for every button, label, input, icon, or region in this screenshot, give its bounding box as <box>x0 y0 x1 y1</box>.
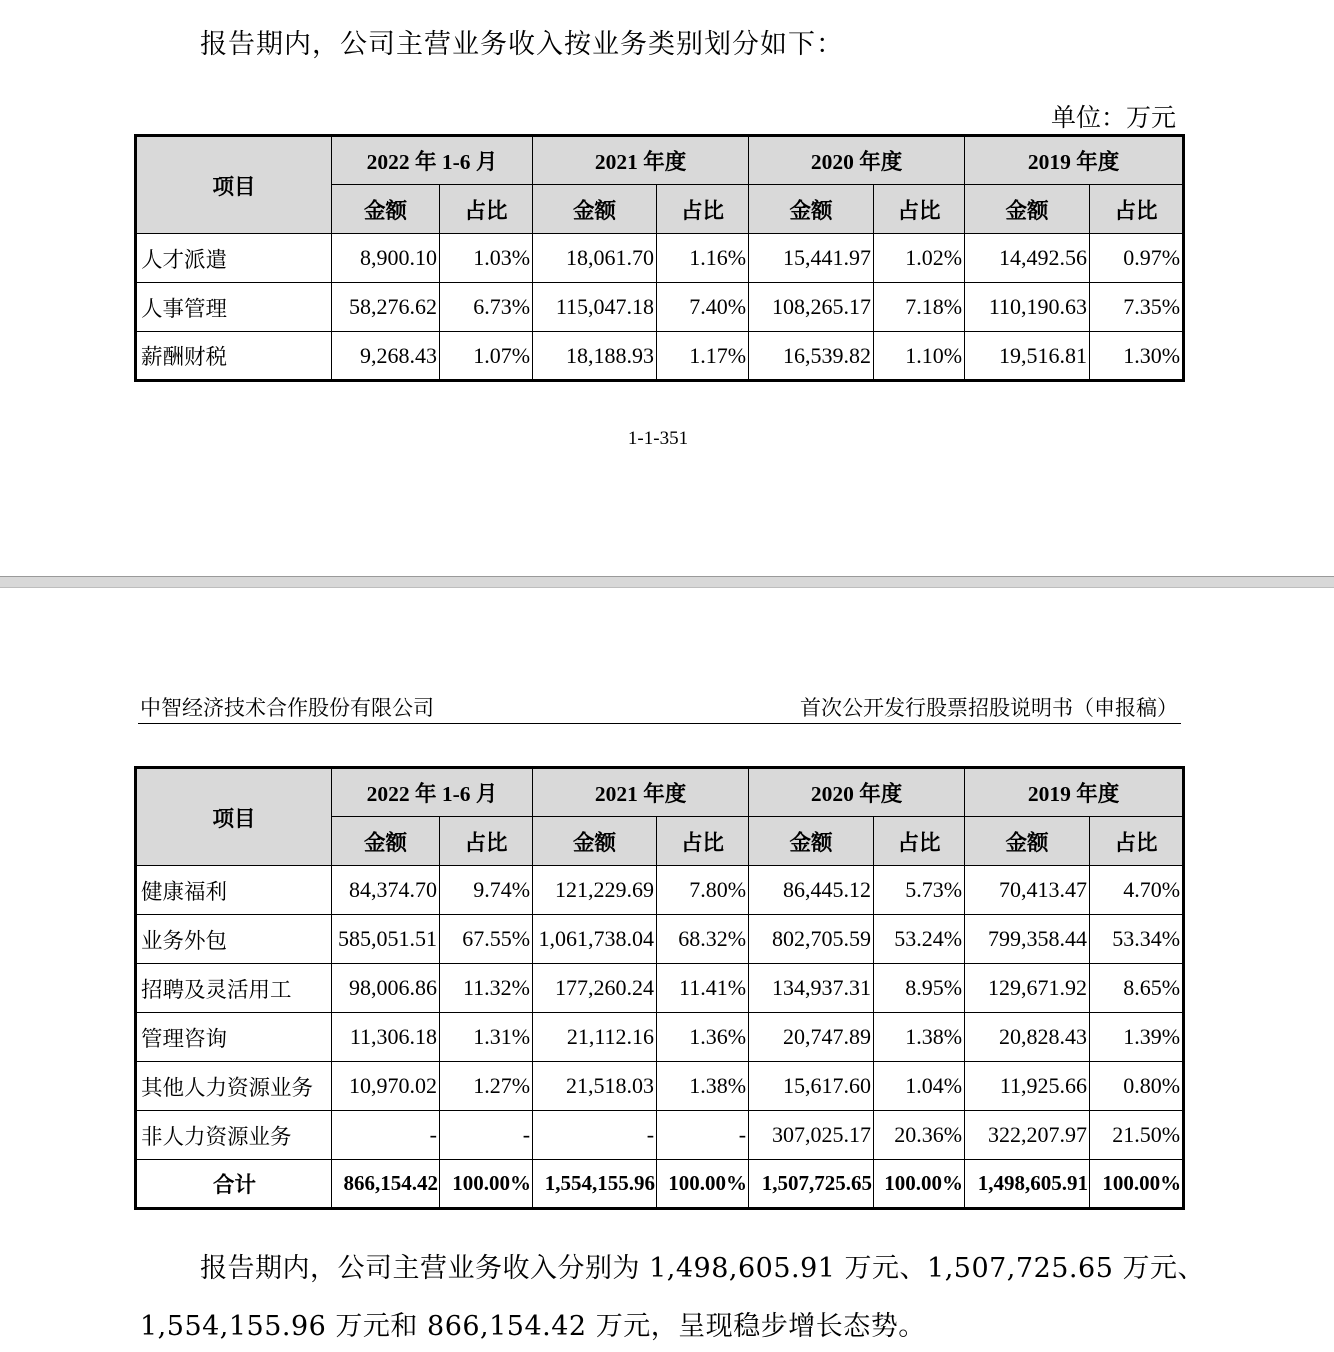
conclusion-line-1: 报告期内，公司主营业务收入分别为 1,498,605.91 万元、1,507,725.65 万元、 <box>200 1253 1205 1284</box>
row-label: 业务外包 <box>136 915 332 964</box>
header-amount: 金额 <box>332 185 440 234</box>
cell: 16,539.82 <box>749 332 874 381</box>
header-ratio: 占比 <box>1090 817 1184 866</box>
cell: 68.32% <box>657 915 749 964</box>
cell: 1.10% <box>874 332 965 381</box>
cell: 1.03% <box>440 234 533 283</box>
header-ratio: 占比 <box>440 185 533 234</box>
cell: 70,413.47 <box>965 866 1090 915</box>
cell: 20,828.43 <box>965 1013 1090 1062</box>
header-period: 2022 年 1-6 月 <box>332 768 533 817</box>
cell: 67.55% <box>440 915 533 964</box>
cell: 1.38% <box>874 1013 965 1062</box>
cell: 9,268.43 <box>332 332 440 381</box>
cell: 100.00% <box>657 1160 749 1209</box>
cell: 15,617.60 <box>749 1062 874 1111</box>
cell: 11,306.18 <box>332 1013 440 1062</box>
header-period: 2020 年度 <box>749 768 965 817</box>
cell: 15,441.97 <box>749 234 874 283</box>
cell: 53.24% <box>874 915 965 964</box>
conclusion-line-2: 1,554,155.96 万元和 866,154.42 万元，呈现稳步增长态势。 <box>140 1311 926 1342</box>
page-number: 1-1-351 <box>627 428 689 449</box>
cell: 18,188.93 <box>533 332 657 381</box>
cell: 1.30% <box>1090 332 1184 381</box>
cell: 1.39% <box>1090 1013 1184 1062</box>
header-ratio: 占比 <box>657 185 749 234</box>
cell: 0.80% <box>1090 1062 1184 1111</box>
header-item: 项目 <box>136 136 332 234</box>
cell: 585,051.51 <box>332 915 440 964</box>
header-ratio: 占比 <box>657 817 749 866</box>
cell: 7.18% <box>874 283 965 332</box>
cell: 98,006.86 <box>332 964 440 1013</box>
cell: 7.35% <box>1090 283 1184 332</box>
cell: 108,265.17 <box>749 283 874 332</box>
header-amount: 金额 <box>749 817 874 866</box>
header-period: 2019 年度 <box>965 136 1184 185</box>
cell: 1.31% <box>440 1013 533 1062</box>
cell: 19,516.81 <box>965 332 1090 381</box>
cell: 8.65% <box>1090 964 1184 1013</box>
cell: 4.70% <box>1090 866 1184 915</box>
cell: 1.27% <box>440 1062 533 1111</box>
cell: 307,025.17 <box>749 1111 874 1160</box>
cell: 84,374.70 <box>332 866 440 915</box>
intro-paragraph: 报告期内，公司主营业务收入按业务类别划分如下： <box>200 29 844 60</box>
table-row <box>136 866 1184 915</box>
cell: 20.36% <box>874 1111 965 1160</box>
cell: 1,507,725.65 <box>749 1160 874 1209</box>
cell: 7.80% <box>657 866 749 915</box>
row-label: 健康福利 <box>136 866 332 915</box>
cell: 1.36% <box>657 1013 749 1062</box>
table-row <box>136 1111 1184 1160</box>
cell: 86,445.12 <box>749 866 874 915</box>
cell: 6.73% <box>440 283 533 332</box>
table-row <box>136 1013 1184 1062</box>
header-ratio: 占比 <box>440 817 533 866</box>
header-period: 2022 年 1-6 月 <box>332 136 533 185</box>
table-row <box>136 964 1184 1013</box>
table-row <box>136 1062 1184 1111</box>
header-amount: 金额 <box>965 817 1090 866</box>
row-label: 合计 <box>136 1160 332 1209</box>
header-period: 2021 年度 <box>533 136 749 185</box>
cell: 1.04% <box>874 1062 965 1111</box>
cell: 20,747.89 <box>749 1013 874 1062</box>
total-row <box>136 1160 1184 1209</box>
header-period: 2020 年度 <box>749 136 965 185</box>
cell: 14,492.56 <box>965 234 1090 283</box>
header-ratio: 占比 <box>874 185 965 234</box>
row-label: 人才派遣 <box>136 234 332 283</box>
cell: 11.41% <box>657 964 749 1013</box>
cell: 21.50% <box>1090 1111 1184 1160</box>
cell: - <box>533 1111 657 1160</box>
cell: 8,900.10 <box>332 234 440 283</box>
header-amount: 金额 <box>965 185 1090 234</box>
cell: 21,112.16 <box>533 1013 657 1062</box>
header-ratio: 占比 <box>1090 185 1184 234</box>
cell: 53.34% <box>1090 915 1184 964</box>
unit-label: 单位：万元 <box>1050 103 1176 132</box>
header-period: 2019 年度 <box>965 768 1184 817</box>
row-label: 管理咨询 <box>136 1013 332 1062</box>
cell: - <box>332 1111 440 1160</box>
header-amount: 金额 <box>749 185 874 234</box>
company-name: 中智经济技术合作股份有限公司 <box>140 696 434 720</box>
cell: 18,061.70 <box>533 234 657 283</box>
cell: 8.95% <box>874 964 965 1013</box>
cell: 7.40% <box>657 283 749 332</box>
cell: 802,705.59 <box>749 915 874 964</box>
revenue-table-part1 <box>134 134 1185 382</box>
header-amount: 金额 <box>533 185 657 234</box>
cell: 11,925.66 <box>965 1062 1090 1111</box>
cell: - <box>657 1111 749 1160</box>
cell: 799,358.44 <box>965 915 1090 964</box>
cell: 5.73% <box>874 866 965 915</box>
table-row <box>136 234 1184 283</box>
page-divider <box>0 576 1334 588</box>
revenue-table-part2 <box>134 766 1185 1210</box>
cell: - <box>440 1111 533 1160</box>
table-row <box>136 283 1184 332</box>
header-rule <box>138 723 1181 724</box>
cell: 1.16% <box>657 234 749 283</box>
row-label: 非人力资源业务 <box>136 1111 332 1160</box>
cell: 1,498,605.91 <box>965 1160 1090 1209</box>
cell: 115,047.18 <box>533 283 657 332</box>
cell: 11.32% <box>440 964 533 1013</box>
cell: 100.00% <box>440 1160 533 1209</box>
cell: 100.00% <box>1090 1160 1184 1209</box>
cell: 100.00% <box>874 1160 965 1209</box>
cell: 134,937.31 <box>749 964 874 1013</box>
cell: 1.38% <box>657 1062 749 1111</box>
cell: 322,207.97 <box>965 1111 1090 1160</box>
header-period: 2021 年度 <box>533 768 749 817</box>
row-label: 薪酬财税 <box>136 332 332 381</box>
cell: 129,671.92 <box>965 964 1090 1013</box>
table-row <box>136 915 1184 964</box>
cell: 10,970.02 <box>332 1062 440 1111</box>
cell: 1,061,738.04 <box>533 915 657 964</box>
cell: 1.07% <box>440 332 533 381</box>
table-row <box>136 332 1184 381</box>
cell: 21,518.03 <box>533 1062 657 1111</box>
header-ratio: 占比 <box>874 817 965 866</box>
cell: 1.02% <box>874 234 965 283</box>
cell: 177,260.24 <box>533 964 657 1013</box>
header-amount: 金额 <box>533 817 657 866</box>
row-label: 人事管理 <box>136 283 332 332</box>
cell: 110,190.63 <box>965 283 1090 332</box>
cell: 866,154.42 <box>332 1160 440 1209</box>
document-title: 首次公开发行股票招股说明书（申报稿） <box>800 696 1178 720</box>
cell: 121,229.69 <box>533 866 657 915</box>
cell: 0.97% <box>1090 234 1184 283</box>
cell: 1,554,155.96 <box>533 1160 657 1209</box>
row-label: 其他人力资源业务 <box>136 1062 332 1111</box>
header-item: 项目 <box>136 768 332 866</box>
header-amount: 金额 <box>332 817 440 866</box>
cell: 58,276.62 <box>332 283 440 332</box>
cell: 9.74% <box>440 866 533 915</box>
row-label: 招聘及灵活用工 <box>136 964 332 1013</box>
cell: 1.17% <box>657 332 749 381</box>
